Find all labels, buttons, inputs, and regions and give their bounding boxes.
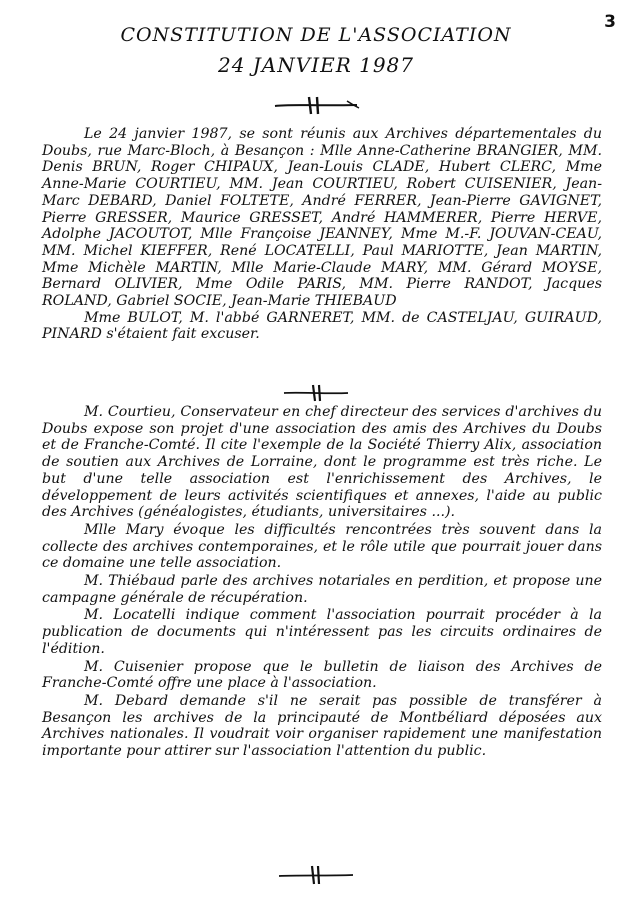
discussion-paragraph: Mlle Mary évoque les difficultés rencontrées très souvent dans la collecte des archives contemporaines, et le rôle utile que pourrait jouer dans ce domaine une telle association.	[42, 521, 602, 572]
attendance-excused-paragraph: Mme BULOT, M. l'abbé GARNERET, MM. de CASTELJAU, GUIRAUD, PINARD s'étaient fait excuser.	[42, 309, 602, 343]
end-flourish-divider	[276, 864, 356, 886]
discussion-paragraph: M. Thiébaud parle des archives notariales en perdition, et propose une campagne générale de récupération.	[42, 573, 602, 606]
document-title: CONSTITUTION DE L'ASSOCIATION	[120, 24, 512, 46]
discussion-paragraph: M. Locatelli indique comment l'association pourrait procéder à la publication de documents qui n'intéressent pas les circuits ordinaires de l'édition.	[42, 607, 602, 657]
discussion-paragraph: M. Debard demande s'il ne serait pas possible de transférer à Besançon les archives de la principauté de Montbéliard déposées aux Archives nationales. Il voudrait voir organiser rapidement une manifestation importante pour attirer sur l'association l'attention du public.	[42, 692, 602, 760]
page-number: 3	[604, 12, 616, 32]
document-date: 24 JANVIER 1987	[217, 53, 415, 77]
discussion-section	[42, 404, 602, 761]
attendance-section	[42, 126, 602, 343]
attendance-present-paragraph: Le 24 janvier 1987, se sont réunis aux Archives départementales du Doubs, rue Marc-Bloch, à Besançon : Mlle Anne-Catherine BRANGIER, MM. Denis BRUN, Roger CHIPAUX, Jean-Louis CLADE, Hubert CLERC, Mme Anne-Marie COURTIEU, MM. Jean COURTIEU, Robert CUISENIER, Jean-Marc DEBARD, Daniel FOLTETE, André FERRER, Jean-Pierre GAVIGNET, Pierre GRESSER, Maurice GRESSET, André HAMMERER, Pierre HERVE, Adolphe JACOUTOT, Mlle Françoise JEANNEY, Mme M.-F. JOUVAN-CEAU, MM. Michel KIEFFER, René LOCATELLI, Paul MARIOTTE, Jean MARTIN, Mme Michèle MARTIN, Mlle Marie-Claude MARY, MM. Gérard MOYSE, Bernard OLIVIER, Mme Odile PARIS, MM. Pierre RANDOT, Jacques ROLAND, Gabriel SOCIE, Jean-Marie THIEBAUD	[42, 126, 602, 310]
discussion-paragraph: M. Courtieu, Conservateur en chef directeur des services d'archives du Doubs expose son projet d'une association des amis des Archives du Doubs et de Franche-Comté. Il cite l'exemple de la Société Thierry Alix, association de soutien aux Archives de Lorraine, dont le programme est très riche. Le but d'une telle association est l'enrichissement des Archives, le développement de leurs activités scientifiques et annexes, l'aide au public des Archives (généalogistes, étudiants, universitaires ...).	[42, 404, 602, 521]
section-flourish-divider	[281, 383, 351, 403]
discussion-paragraph: M. Cuisenier propose que le bulletin de liaison des Archives de Franche-Comté offre une place à l'association.	[42, 658, 602, 692]
title-block	[0, 20, 632, 80]
title-flourish-divider	[271, 94, 361, 116]
